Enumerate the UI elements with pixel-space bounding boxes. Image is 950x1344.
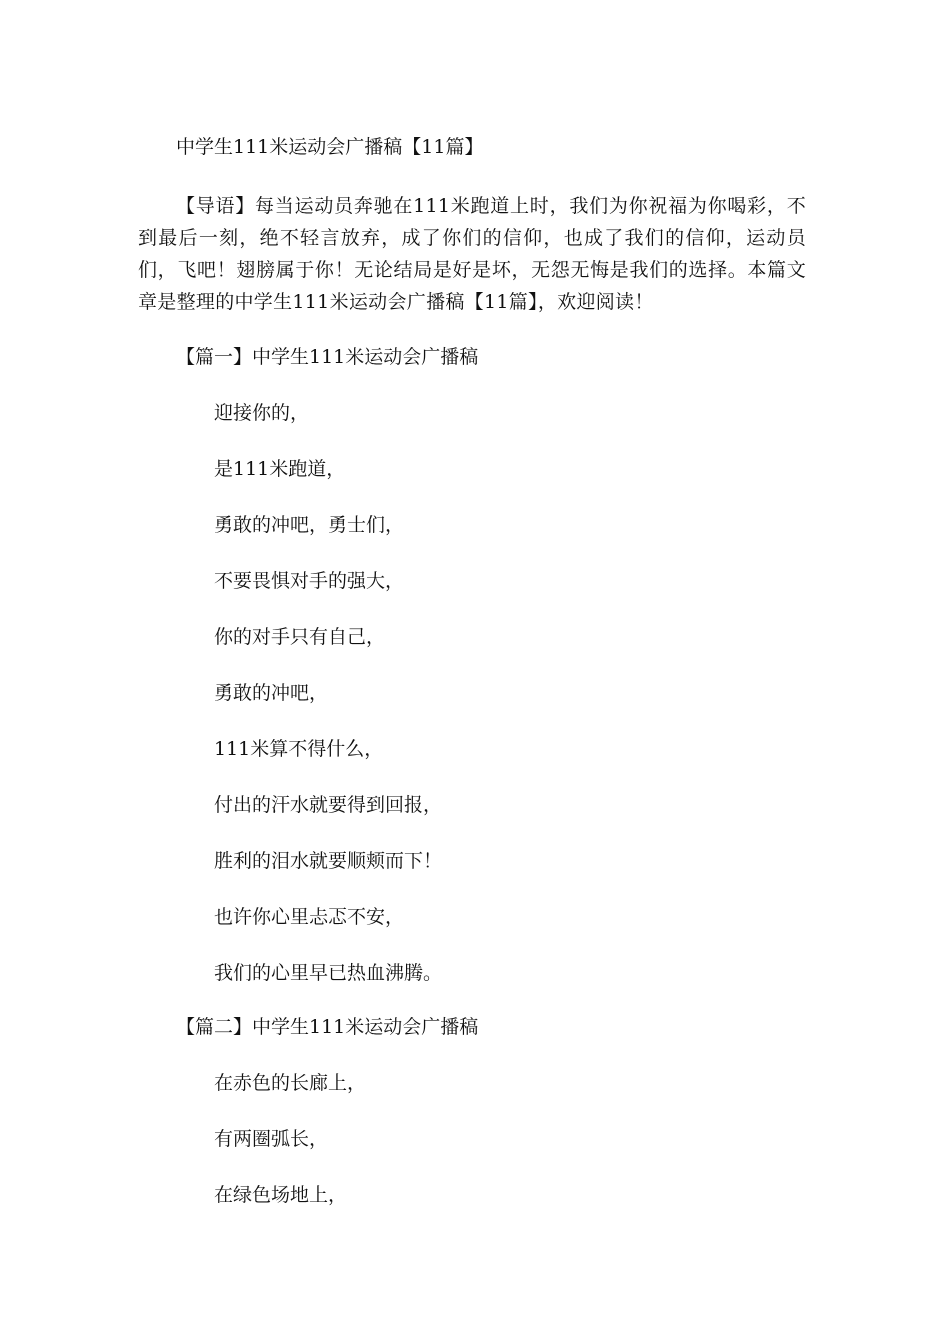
section-heading-1: 【篇一】中学生111米运动会广播稿 [176,346,479,368]
verse-line: 不要畏惧对手的强大， [214,570,405,592]
verse-line: 111米算不得什么， [214,738,384,760]
verse-line: 是111米跑道， [214,458,346,480]
intro-paragraph-block [138,190,806,318]
verse-line: 胜利的泪水就要顺颊而下！ [214,850,443,872]
document-title: 中学生111米运动会广播稿【11篇】 [176,136,484,158]
verse-line: 勇敢的冲吧， [214,682,329,704]
verse-line: 迎接你的， [214,402,310,424]
verse-line: 你的对手只有自己， [214,626,386,648]
verse-line: 有两圈弧长， [214,1128,329,1150]
verse-line: 也许你心里忐忑不安， [214,906,405,928]
verse-line: 在绿色场地上， [214,1184,348,1206]
verse-line: 付出的汗水就要得到回报， [214,794,443,816]
verse-line: 勇敢的冲吧，勇士们， [214,514,405,536]
verse-line: 在赤色的长廊上， [214,1072,367,1094]
section-heading-2: 【篇二】中学生111米运动会广播稿 [176,1016,479,1038]
intro-paragraph: 【导语】每当运动员奔驰在111米跑道上时，我们为你祝福为你喝彩，不到最后一刻，绝不轻言放弃，成了你们的信仰，也成了我们的信仰，运动员们，飞吧！翅膀属于你！无论结局是好是坏，无怨无悔是我们的选择。本篇文章是整理的中学生111米运动会广播稿【11篇】，欢迎阅读！ [138,195,806,313]
verse-line: 我们的心里早已热血沸腾。 [214,962,443,984]
